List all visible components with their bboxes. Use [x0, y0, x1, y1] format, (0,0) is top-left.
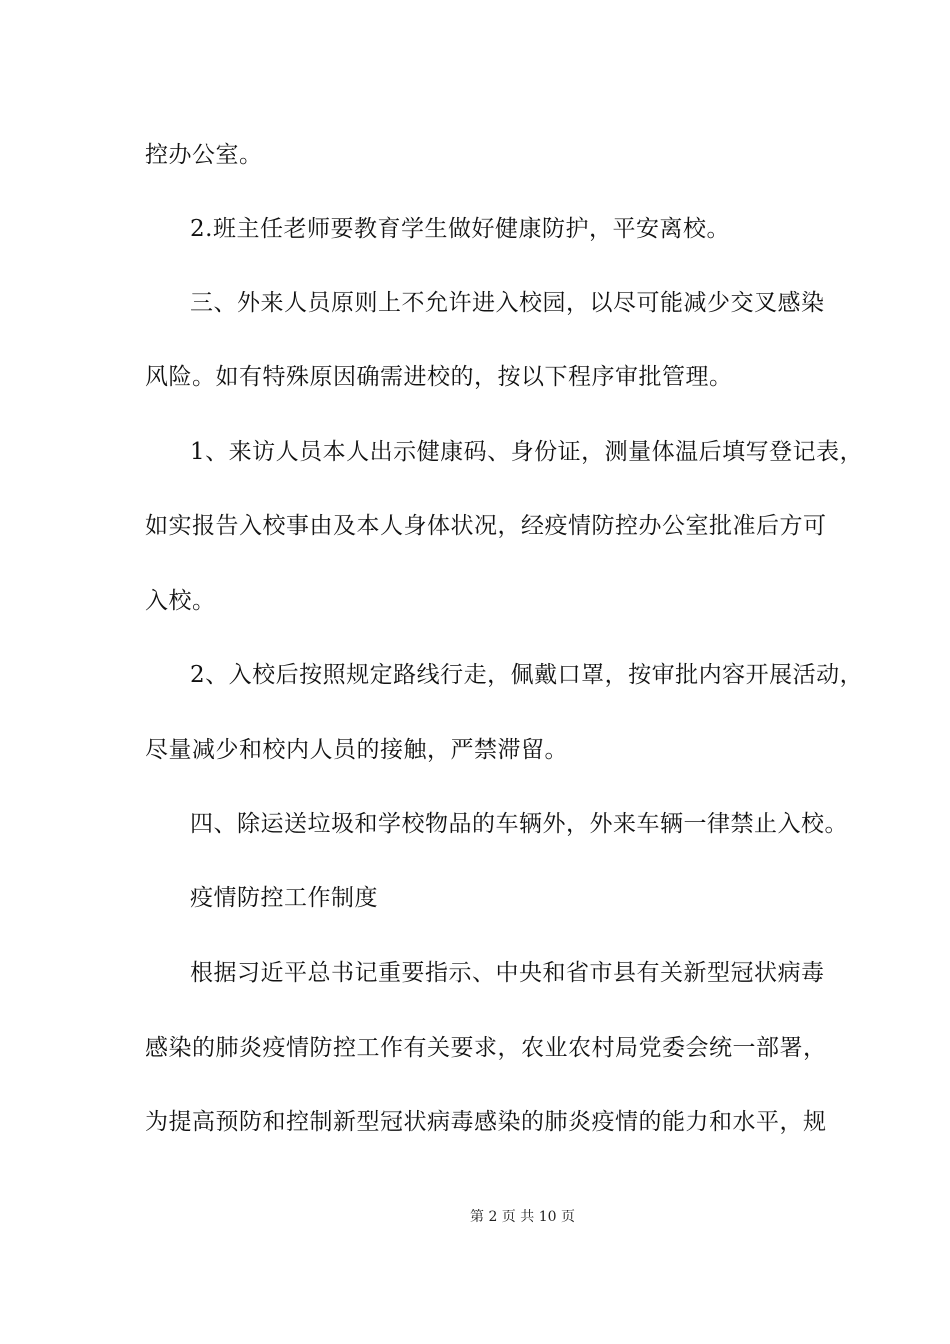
body-line: 感染的肺炎疫情防控工作有关要求，农业农村局党委会统一部署， [145, 1035, 827, 1061]
body-line: 为提高预防和控制新型冠状病毒感染的肺炎疫情的能力和水平，规 [145, 1109, 827, 1135]
body-line: 尽量减少和校内人员的接触，严禁滞留。 [145, 737, 568, 763]
body-line: 四、除运送垃圾和学校物品的车辆外，外来车辆一律禁止入校。 [190, 811, 848, 837]
body-line: 1、来访人员本人出示健康码、身份证，测量体温后填写登记表， [190, 439, 864, 465]
body-line: 根据习近平总书记重要指示、中央和省市县有关新型冠状病毒 [190, 960, 825, 986]
body-line: 如实报告入校事由及本人身体状况，经疫情防控办公室批准后方可 [145, 513, 827, 539]
body-line: 三、外来人员原则上不允许进入校园，以尽可能减少交叉感染 [190, 290, 825, 316]
body-line: 风险。如有特殊原因确需进校的，按以下程序审批管理。 [145, 364, 733, 390]
page-footer: 第 2 页 共 10 页 [470, 1209, 575, 1225]
body-line: 入校。 [145, 588, 216, 614]
body-line: 2.班主任老师要教育学生做好健康防护，平安离校。 [190, 216, 730, 242]
body-line: 控办公室。 [145, 142, 263, 168]
body-line: 2、入校后按照规定路线行走，佩戴口罩，按审批内容开展活动， [190, 662, 864, 688]
section-heading: 疫情防控工作制度 [190, 885, 378, 911]
